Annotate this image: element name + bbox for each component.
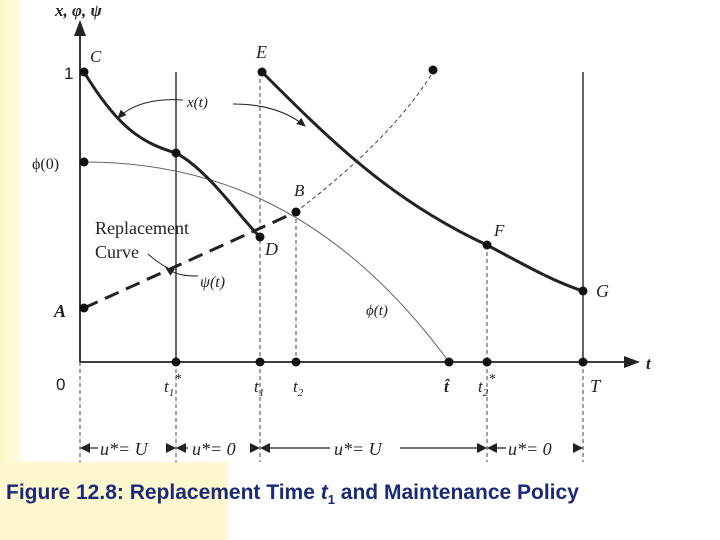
x-label-pointer-left <box>118 100 183 118</box>
seg2-arrow-left <box>176 443 186 453</box>
seg4-label: u*= 0 <box>508 439 552 459</box>
y-axis-label: x, φ, ψ <box>55 1 102 20</box>
label-B: B <box>294 181 305 200</box>
origin-label: 0 <box>56 375 66 394</box>
seg4-arrow-right <box>573 443 583 453</box>
point-F-dot <box>483 241 492 250</box>
replacement-label-line2: Curve <box>95 242 139 262</box>
tick-t1-star-dot <box>172 358 181 367</box>
tick-label-t1-star: $t_1^*$ <box>164 372 182 399</box>
seg3-arrow-right <box>477 443 487 453</box>
x-curve-label: x(t) <box>187 95 208 111</box>
label-E: E <box>256 42 267 62</box>
tick-label-t2-star: $t_2^*$ <box>478 372 496 399</box>
tick-t1-dot <box>256 358 265 367</box>
label-D: D <box>265 239 278 259</box>
point-C-dot <box>80 68 89 77</box>
caption-prefix: Figure 12.8: Replacement Time <box>6 481 321 504</box>
point-phi0-dot <box>80 158 89 167</box>
replacement-label-line1: Replacement <box>95 218 189 238</box>
tick-label-t-hat: t̂ <box>444 377 449 396</box>
point-end-dot <box>429 66 438 75</box>
replacement-curve-extension <box>296 72 433 212</box>
tick-label-t2: $t_2$ <box>293 377 304 399</box>
seg3-arrow-left <box>260 443 270 453</box>
label-A: A <box>54 301 67 321</box>
caption-t: t <box>320 481 328 504</box>
seg1-label: u*= U <box>100 439 148 459</box>
tick-label-t1: $t_1$ <box>254 377 265 399</box>
tick-t2-star-dot <box>483 358 492 367</box>
x-label-pointer-right <box>233 104 305 126</box>
y-tick-one: 1 <box>64 64 74 83</box>
psi-curve-label: ψ(t) <box>200 274 226 291</box>
y-tick-phi0: ϕ(0) <box>32 156 60 173</box>
seg1-arrow-right <box>166 443 176 453</box>
replacement-label-pointer <box>148 254 168 268</box>
seg2-arrow-right <box>250 443 260 453</box>
tick-that-dot <box>445 358 454 367</box>
point-D-dot <box>256 233 265 242</box>
point-A-dot <box>80 304 89 313</box>
x-curve-segment-2 <box>262 72 583 291</box>
tick-T-dot <box>579 358 588 367</box>
caption-sub: 1 <box>327 492 335 508</box>
label-F: F <box>494 221 505 240</box>
figure-caption <box>6 482 716 510</box>
point-E-dot <box>258 68 267 77</box>
point-t1star-curve-dot <box>172 149 181 158</box>
t-axis-label: t <box>646 354 651 373</box>
seg4-arrow-left <box>487 443 497 453</box>
caption-suffix: and Maintenance Policy <box>334 481 579 504</box>
point-B-dot <box>292 208 301 217</box>
seg1-arrow-left <box>80 443 90 453</box>
t-axis-arrow <box>624 356 640 368</box>
tick-label-T: T <box>590 376 601 396</box>
label-C: C <box>90 47 102 66</box>
seg2-label: u*= 0 <box>192 439 236 459</box>
phi-curve-label: ϕ(t) <box>366 303 388 319</box>
point-G-dot <box>579 287 588 296</box>
tick-t2-dot <box>292 358 301 367</box>
seg3-label: u*= U <box>334 439 382 459</box>
y-axis-arrow <box>74 20 86 36</box>
label-G: G <box>596 281 609 301</box>
